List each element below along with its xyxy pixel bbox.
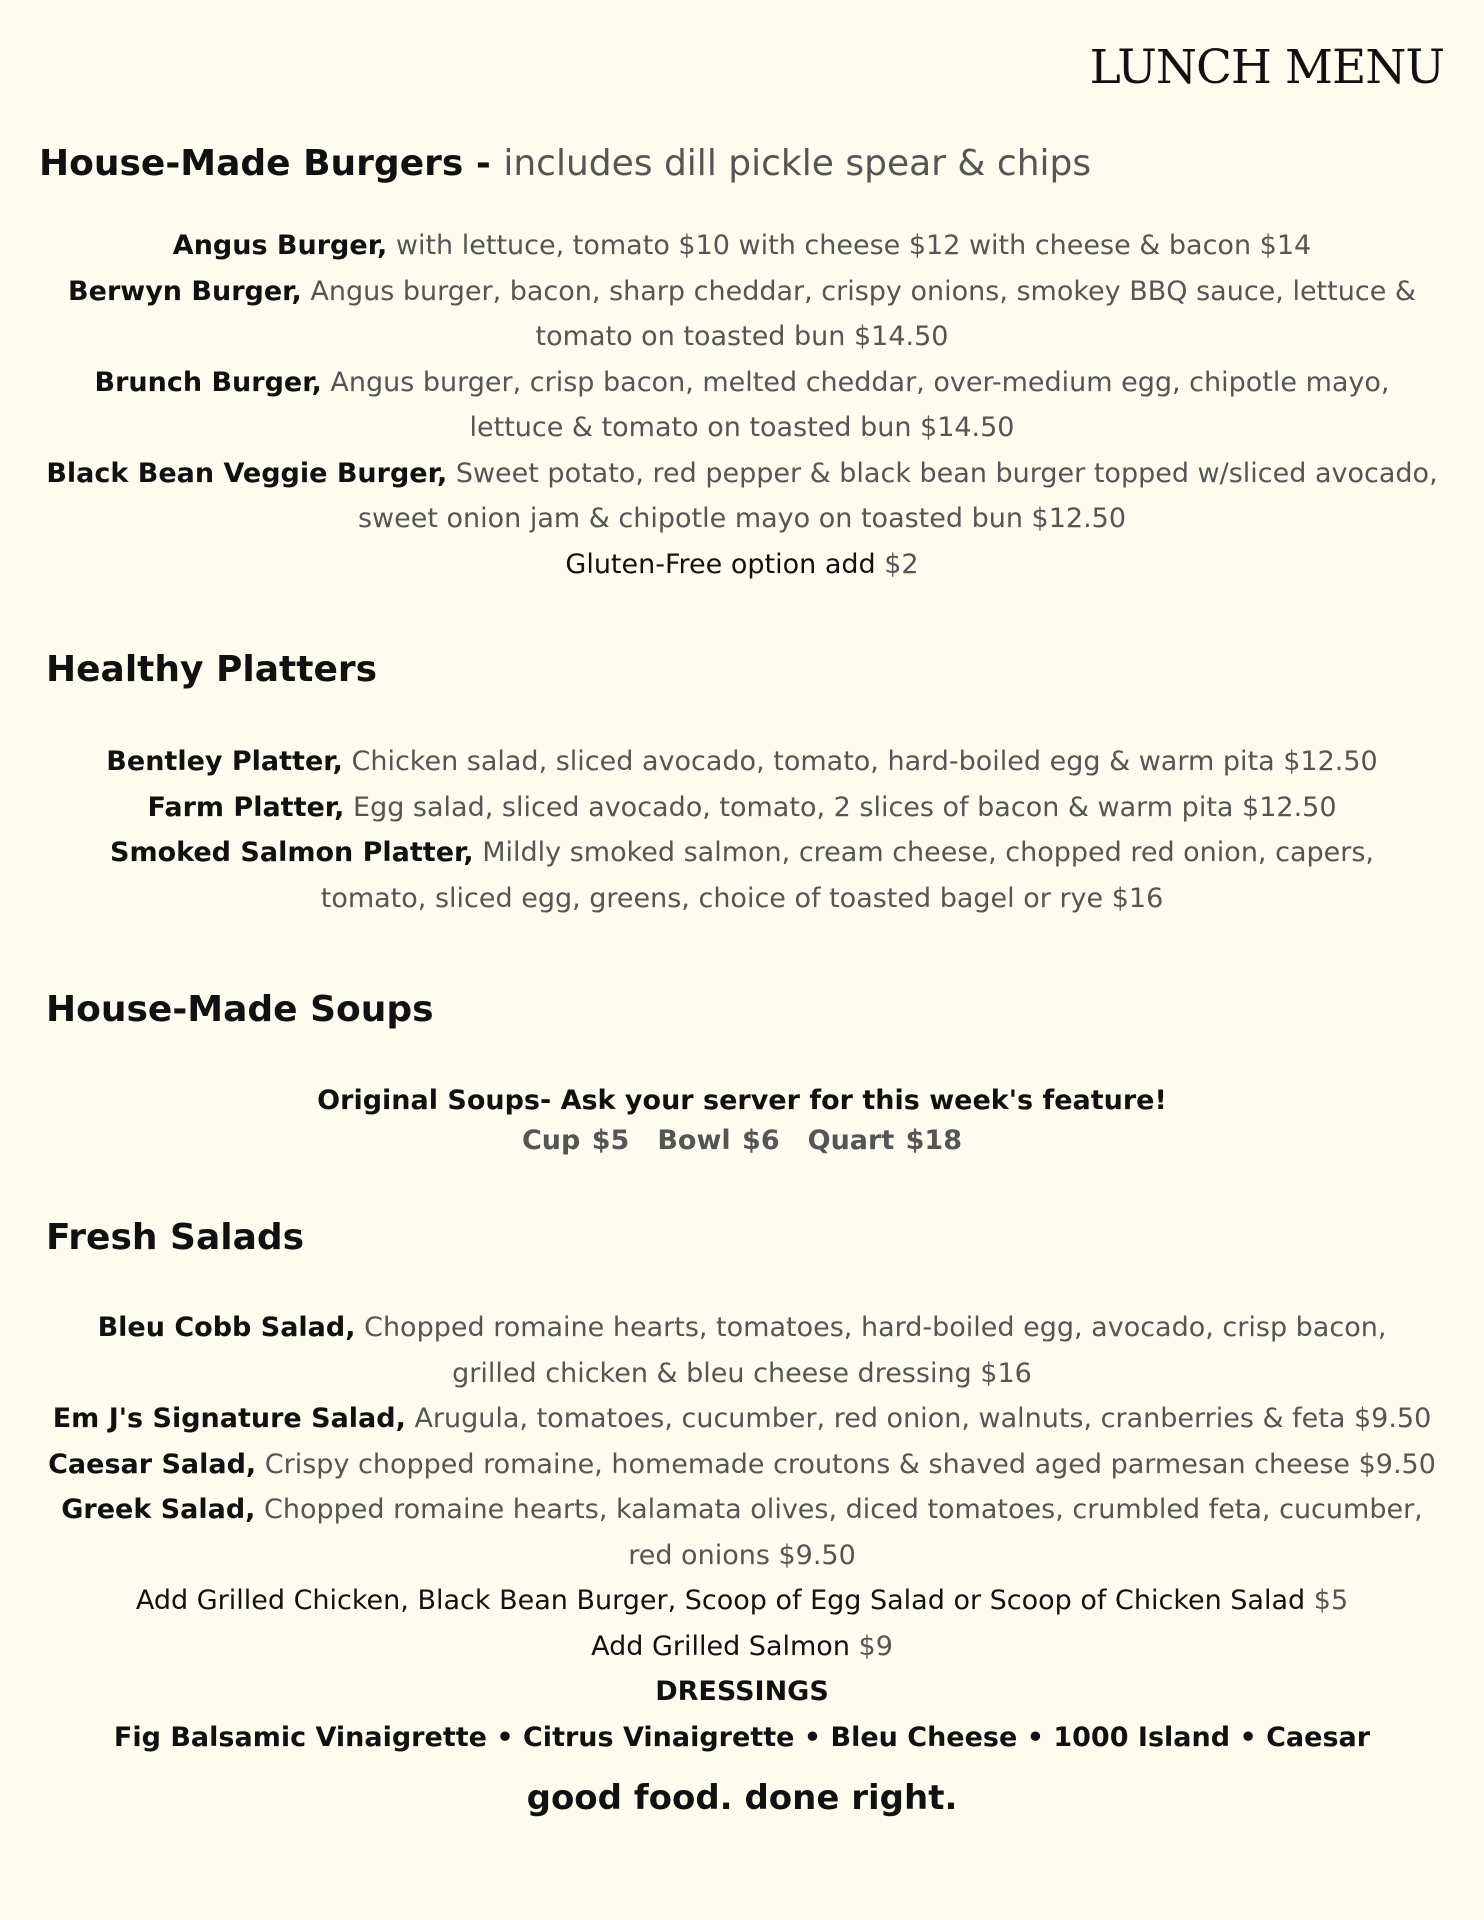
platters-heading: Healthy Platters xyxy=(46,649,378,690)
salad-addon-salmon-label: Add Grilled Salmon xyxy=(591,1630,850,1662)
item-name: Smoked Salmon Platter, xyxy=(110,837,474,868)
menu-item-brunch-burger xyxy=(20,360,1464,406)
soup-sizes xyxy=(20,1121,1464,1161)
item-description: Arugula, tomatoes, cucumber, red onion, walnuts, cranberries & feta $9.50 xyxy=(414,1403,1432,1434)
burgers-list xyxy=(20,223,1464,587)
menu-item-smoked-salmon-platter-cont: tomato, sliced egg, greens, choice of toasted bagel or rye $16 xyxy=(320,882,1164,914)
soups-block xyxy=(20,1081,1464,1161)
item-description: Angus burger, bacon, sharp cheddar, crispy onions, smokey BBQ sauce, lettuce & xyxy=(310,275,1416,307)
gluten-free-option xyxy=(20,542,1464,588)
menu-item-black-bean-burger-cont: sweet onion jam & chipotle mayo on toasted bun $12.50 xyxy=(357,503,1127,534)
item-description: Crispy chopped romaine, homemade croutons & shaved aged parmesan cheese $9.50 xyxy=(264,1448,1436,1480)
salad-addon-salmon-price: $9 xyxy=(858,1630,893,1662)
soup-bowl-price: Bowl $6 xyxy=(657,1125,780,1156)
soup-cup-price: Cup $5 xyxy=(521,1125,630,1156)
burgers-heading-subtitle: includes dill pickle spear & chips xyxy=(503,143,1092,184)
salad-addon-label: Add Grilled Chicken, Black Bean Burger, Scoop of Egg Salad or Scoop of Chicken Salad xyxy=(135,1585,1306,1616)
menu-item-caesar-salad xyxy=(20,1442,1464,1488)
menu-item-greek-salad-cont: red onions $9.50 xyxy=(628,1539,856,1571)
soups-feature-note: Original Soups- Ask your server for this week's feature! xyxy=(317,1085,1167,1116)
burgers-heading xyxy=(39,143,1091,184)
page-title: LUNCH MENU xyxy=(1089,40,1444,95)
salad-addon-price: $5 xyxy=(1313,1585,1349,1616)
item-name: Black Bean Veggie Burger, xyxy=(46,457,448,489)
soups-heading: House-Made Soups xyxy=(46,989,434,1030)
dressings-title: DRESSINGS xyxy=(655,1676,829,1707)
menu-item-berwyn-burger-cont: tomato on toasted bun $14.50 xyxy=(535,321,949,352)
salad-addons xyxy=(20,1578,1464,1624)
item-name: Bentley Platter, xyxy=(106,746,343,777)
item-name: Angus Burger, xyxy=(172,230,388,261)
item-description: Chopped romaine hearts, tomatoes, hard-boiled egg, avocado, crisp bacon, xyxy=(364,1312,1387,1343)
item-description: Sweet potato, red pepper & black bean burger topped w/sliced avocado, xyxy=(455,457,1438,489)
item-description: Mildly smoked salmon, cream cheese, chopped red onion, capers, xyxy=(482,837,1374,868)
menu-item-em-js-signature-salad xyxy=(20,1396,1464,1442)
item-name: Bleu Cobb Salad, xyxy=(97,1312,356,1343)
item-name: Berwyn Burger, xyxy=(68,275,302,307)
salads-heading: Fresh Salads xyxy=(46,1217,305,1258)
dressings-list: Fig Balsamic Vinaigrette • Citrus Vinaigrette • Bleu Cheese • 1000 Island • Caesar xyxy=(113,1721,1371,1753)
item-name: Farm Platter, xyxy=(147,791,345,823)
menu-item-farm-platter xyxy=(20,785,1464,831)
burgers-heading-dash: - xyxy=(463,143,504,184)
salads-list xyxy=(20,1305,1464,1760)
item-description: Chicken salad, sliced avocado, tomato, hard-boiled egg & warm pita $12.50 xyxy=(351,746,1378,777)
item-name: Brunch Burger, xyxy=(94,366,322,398)
menu-item-black-bean-burger xyxy=(20,451,1464,497)
item-description: with lettuce, tomato $10 with cheese $12 with cheese & bacon $14 xyxy=(395,230,1312,261)
menu-item-smoked-salmon-platter xyxy=(20,830,1464,876)
menu-item-greek-salad xyxy=(20,1487,1464,1533)
item-name: Greek Salad, xyxy=(61,1494,256,1525)
menu-item-angus-burger xyxy=(20,223,1464,269)
item-name: Em J's Signature Salad, xyxy=(52,1403,406,1434)
menu-item-bleu-cobb-salad-cont: grilled chicken & bleu cheese dressing $16 xyxy=(452,1357,1032,1389)
menu-item-bleu-cobb-salad xyxy=(20,1305,1464,1351)
item-description: Chopped romaine hearts, kalamata olives, diced tomatoes, crumbled feta, cucumber, xyxy=(264,1494,1423,1525)
menu-item-brunch-burger-cont: lettuce & tomato on toasted bun $14.50 xyxy=(469,412,1015,443)
gluten-free-price: $2 xyxy=(884,548,919,580)
menu-item-bentley-platter xyxy=(20,739,1464,785)
soup-quart-price: Quart $18 xyxy=(807,1125,963,1156)
item-description: Egg salad, sliced avocado, tomato, 2 slices of bacon & warm pita $12.50 xyxy=(353,791,1337,823)
burgers-heading-title: House-Made Burgers xyxy=(39,143,464,184)
menu-item-berwyn-burger xyxy=(20,269,1464,315)
tagline: good food. done right. xyxy=(526,1778,958,1818)
item-description: Angus burger, crisp bacon, melted cheddar, over-medium egg, chipotle mayo, xyxy=(330,366,1390,398)
salad-addon-salmon xyxy=(20,1624,1464,1670)
platters-list xyxy=(20,739,1464,921)
gluten-free-label: Gluten-Free option add xyxy=(565,548,876,580)
item-name: Caesar Salad, xyxy=(48,1448,257,1480)
